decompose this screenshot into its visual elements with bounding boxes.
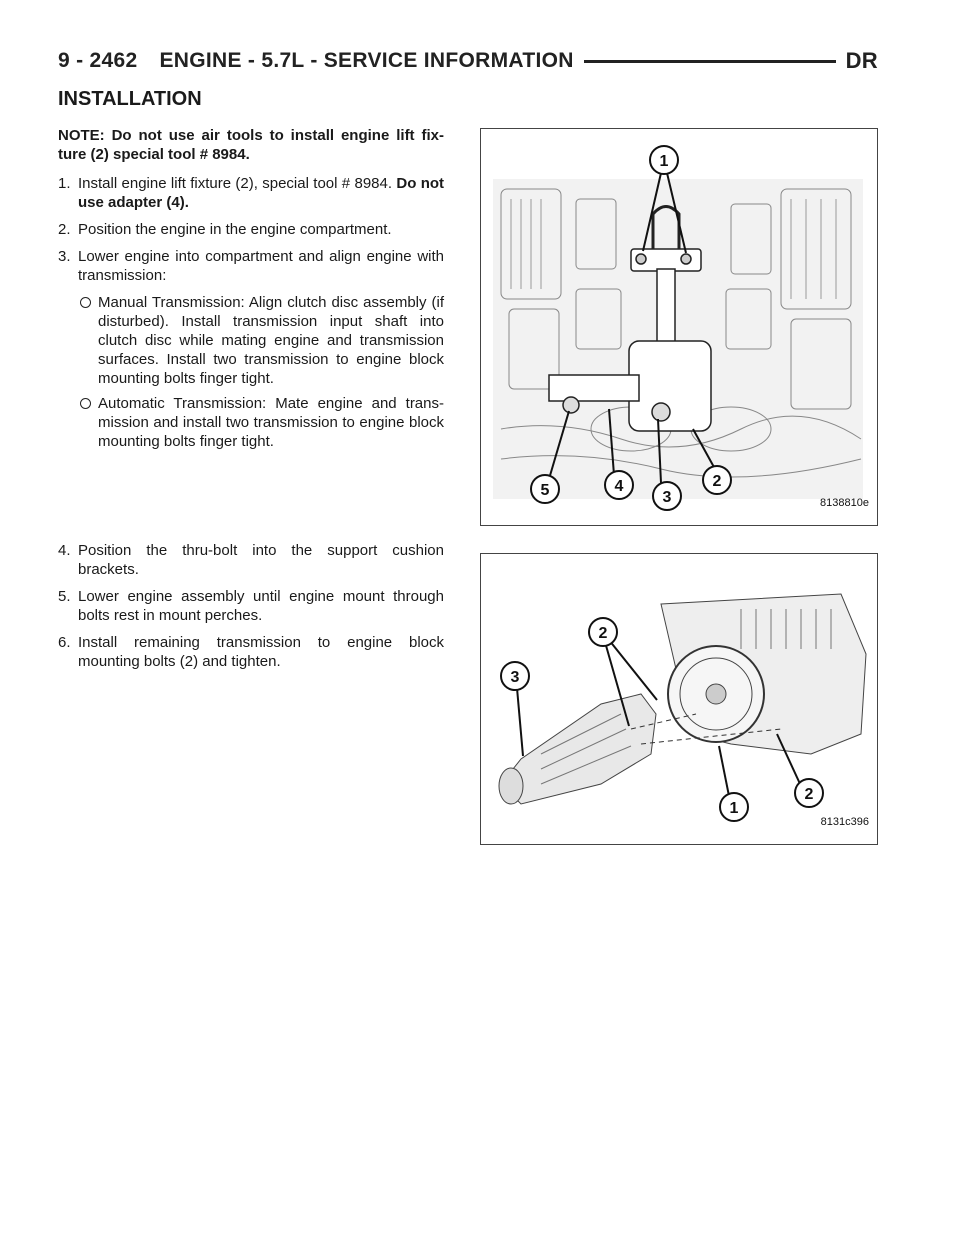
step-text: Lower engine into compartment and align engine with transmission: [78,248,444,284]
bullet-text: Manual Transmission: Align clutch disc assembly (if disturbed). Install transmission input shaft into clutch disc while mating engine and transmission surfaces. Install two transmission to engine block mounting bolts finger tight. [98,294,444,387]
step-number: 5. [58,588,71,605]
step-number: 2. [58,221,71,238]
callout-5: 5 [540,482,550,499]
step-text: Install remaining transmission to engine block mounting bolts (2) and tighten. [78,634,444,670]
callout-2: 2 [712,473,722,490]
step-warning: Do not use adapter (4). [78,175,445,211]
step-1 [58,174,444,212]
step-text: Position the thru-bolt into the support cushion brackets. [78,542,444,578]
bullet-icon [80,398,91,409]
step-5 [58,587,444,625]
header-rule [584,60,836,63]
bullet-item [78,293,444,388]
step-3-bullets [78,293,444,451]
step-text: Position the engine in the engine compartment. [78,221,392,238]
text-column-lower [58,541,444,679]
figure-engine-transmission [480,553,878,845]
step-text: Lower engine assembly until engine mount through bolts rest in mount perches. [78,588,444,624]
model-code: DR [845,48,878,73]
step-number: 3. [58,248,71,265]
step-number: 4. [58,542,71,559]
callout-4: 4 [614,478,624,495]
bullet-item [78,394,444,451]
step-number: 1. [58,175,71,192]
step-number: 6. [58,634,71,651]
page-number: 9 - 2462 [58,49,138,72]
figure-code: 8138810e [820,497,869,509]
callout-3: 3 [662,489,672,506]
page-header [58,46,878,76]
step-3 [58,247,444,451]
callout-3: 3 [510,669,520,686]
figure-code: 8131c396 [820,816,869,828]
engine-transmission-illustration [481,554,877,844]
step-4 [58,541,444,579]
callout-2-upper: 2 [598,625,608,642]
step-text: Install engine lift fixture (2), special tool # 8984. [78,175,393,192]
steps-list-lower [58,541,444,671]
steps-list-upper [58,174,444,451]
step-6 [58,633,444,671]
figure-engine-lift-fixture [480,128,878,526]
callout-2-lower: 2 [804,786,814,803]
header-title: ENGINE - 5.7L - SERVICE INFORMATION [159,49,574,72]
callout-1: 1 [659,153,669,170]
section-title: INSTALLATION [58,88,202,110]
note-text: NOTE: Do not use air tools to install engine lift fix-ture (2) special tool # 8984. [58,127,444,163]
callout-1: 1 [729,800,739,817]
engine-lift-fixture-illustration [481,129,877,525]
bullet-text: Automatic Transmission: Mate engine and trans-mission and install two transmission to engine block mounting bolts finger tight. [98,395,444,450]
bullet-icon [80,297,91,308]
text-column-upper [58,126,444,459]
step-2 [58,220,444,239]
